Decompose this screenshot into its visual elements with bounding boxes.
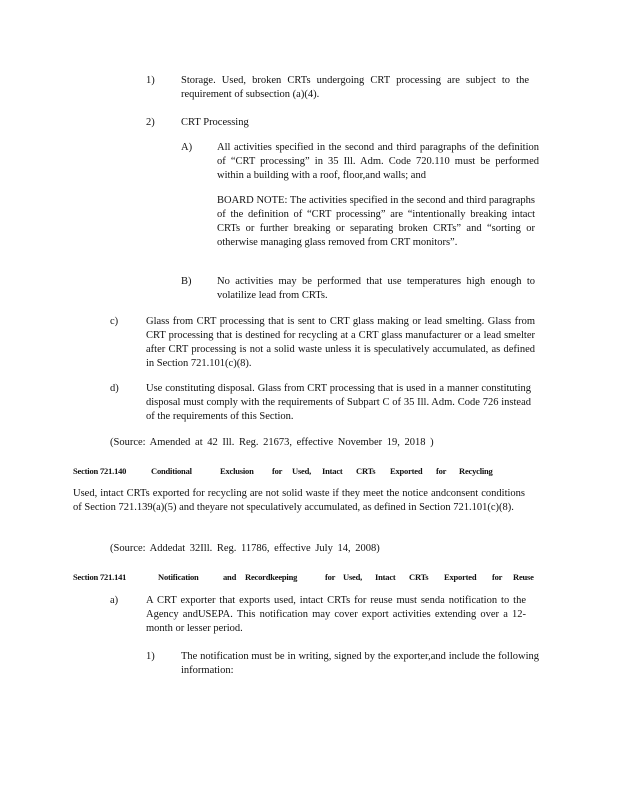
item-number: A) bbox=[181, 142, 193, 153]
heading-word: Recordkeeping bbox=[245, 572, 298, 582]
heading-word: and bbox=[223, 572, 237, 582]
section-721-140-body: Used, intact CRTs exported for recycling are not solid waste if they meet the notice andconsent conditions of Section 721.139(a)(5) and theyare not speculatively accumulated, as defined in Section 721.101(c)(8). bbox=[73, 488, 525, 513]
heading-word: Reuse bbox=[513, 572, 534, 582]
heading-word: Intact bbox=[375, 572, 396, 582]
item-number: c) bbox=[110, 316, 119, 327]
heading-word: 721.141 bbox=[100, 572, 127, 582]
item-number: a) bbox=[110, 595, 119, 606]
storage-paragraph: Storage. Used, broken CRTs undergoing CRT processing are subject to the requirement of subsection (a)(4). bbox=[181, 75, 529, 100]
heading-word: CRTs bbox=[409, 572, 429, 582]
item-number: d) bbox=[110, 383, 119, 394]
heading-word: Exported bbox=[390, 466, 423, 476]
heading-word: Notification bbox=[158, 572, 199, 582]
section-heading-721-140 bbox=[73, 464, 543, 476]
section-heading-721-141 bbox=[73, 570, 543, 582]
heading-word: for bbox=[436, 466, 447, 476]
heading-word: Used, bbox=[343, 572, 363, 582]
heading-word: for bbox=[325, 572, 336, 582]
heading-word: Section bbox=[73, 572, 99, 582]
section-721-141-a: A CRT exporter that exports used, intact CRTs for reuse must senda notification to the Agency andUSEPA. This notification may cover export activities extending over a 12-month or lesser period. bbox=[146, 595, 526, 634]
heading-word: CRTs bbox=[356, 466, 376, 476]
item-number: 1) bbox=[146, 651, 155, 662]
heading-word: Conditional bbox=[151, 466, 192, 476]
heading-word: Exclusion bbox=[220, 466, 254, 476]
heading-word: Intact bbox=[322, 466, 343, 476]
subitem-b-paragraph: No activities may be performed that use temperatures high enough to volatilize lead from CRTs. bbox=[217, 276, 535, 301]
board-note: BOARD NOTE: The activities specified in the second and third paragraphs of the definition of “CRT processing” are “intentionally breaking intact CRTs or further breaking or separating broken CRTs” and “sorting or otherwise managing glass removed from CRT monitors”. bbox=[217, 195, 535, 248]
heading-word: Recycling bbox=[459, 466, 493, 476]
source-note: (Source: Addedat 32Ill. Reg. 11786, effective July 14, 2008) bbox=[110, 543, 380, 554]
item-number: 1) bbox=[146, 75, 155, 86]
heading-word: Section bbox=[73, 466, 99, 476]
subitem-a-paragraph: All activities specified in the second and third paragraphs of the definition of “CRT processing” in 35 Ill. Adm. Code 720.110 must be performed within a building with a roof, floor,and walls; and bbox=[217, 142, 539, 181]
heading-word: for bbox=[272, 466, 283, 476]
heading-word: Used, bbox=[292, 466, 312, 476]
item-number: 2) bbox=[146, 117, 155, 128]
source-note: (Source: Amended at 42 Ill. Reg. 21673, effective November 19, 2018 ) bbox=[110, 437, 434, 448]
paragraph-c: Glass from CRT processing that is sent to CRT glass making or lead smelting. Glass from CRT processing that is destined for recycling at a CRT glass manufacturer or a lead smelter after CRT processing is not a solid waste unless it is speculatively accumulated, as defined in Section 721.101(c)(8). bbox=[146, 316, 535, 369]
crt-processing-heading: CRT Processing bbox=[181, 117, 249, 128]
item-number: B) bbox=[181, 276, 192, 287]
heading-word: Exported bbox=[444, 572, 477, 582]
paragraph-d: Use constituting disposal. Glass from CRT processing that is used in a manner constituting disposal must comply with the requirements of Subpart C of 35 Ill. Adm. Code 726 instead of the requirements of this Section. bbox=[146, 383, 531, 422]
heading-word: 721.140 bbox=[100, 466, 127, 476]
heading-word: for bbox=[492, 572, 503, 582]
section-721-141-a-1: The notification must be in writing, signed by the exporter,and include the following information: bbox=[181, 651, 539, 676]
